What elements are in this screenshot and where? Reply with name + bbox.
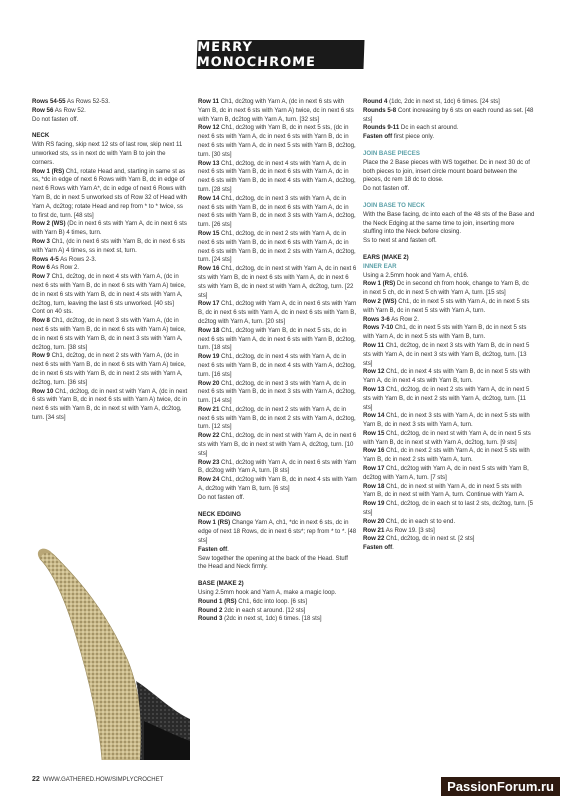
instruction-text: Ch1, 6dc into loop. [6 sts] [236,597,308,605]
instruction-text: Ch1, dc2tog with Yarn A, (dc in next 6 sts with Yarn B, dc in next 6 sts with Yarn A) twice, dc in next 6 sts with Yarn B, dc2tog with Yarn A, turn. [32 sts] [198,98,354,123]
instruction-text: Ch1, dc2tog with Yarn B, dc in next 5 sts, dc in next 6 sts with Yarn A, dc in next 6 sts with Yarn B, dc2tog, turn. [18 sts] [198,326,356,352]
instruction-label: Row 22 [363,535,385,543]
instruction-text: Ss to next st and fasten off. [363,237,437,245]
instruction-text: Ch1, dc in next 5 sts with Yarn A, dc in next 5 sts with Yarn B, dc in next 5 sts with Yarn A, turn. [363,297,530,314]
instruction-paragraph [363,316,535,325]
instruction-paragraph [198,300,358,326]
instruction-paragraph [363,185,535,194]
instruction-label: Row 16 [198,265,220,273]
watermark-logo: PassionForum.ru [441,777,560,796]
instruction-paragraph [198,432,358,458]
instruction-text: With the Base facing, dc into each of the 48 sts of the Base and the Neck Edging at the same time to join, inserting more stuffing into the Neck before closing. [363,210,535,236]
instruction-paragraph [32,141,188,167]
instruction-text: Using a 2.5mm hook and Yarn A, ch16. [363,271,469,279]
instruction-text: As Row 52. [53,106,86,114]
instruction-paragraph [32,352,188,387]
instruction-label: Round 2 [198,606,223,614]
instruction-text: Ch1, rotate Head and, starting in same st as ss, *dc in edge of next 6 Rows with Yarn B, dc in edge of next 6 Rows with Yarn A*, dc in edge of next 6 Rows with Yarn B, dc in next 5 unworked sts of Row 32 of Head with Yarn A, dc2tog; rotate Head and rep from * to * twice, ss to first dc, turn. [48 sts] [32,167,188,219]
instruction-text: Ch1, dc2tog, dc in next st with Yarn A, (dc in next 6 sts with Yarn B, dc in next 6 sts with Yarn A) twice, dc in next 6 sts with Yarn B, dc in next st with Yarn A, dc2tog, turn. [34 sts] [32,387,188,421]
instruction-paragraph [32,107,188,116]
instruction-paragraph [198,380,358,406]
instruction-paragraph [198,589,358,598]
instruction-label: Row 14 [198,194,220,202]
instruction-text: Ch1, dc2tog, dc in next 2 sts with Yarn A, dc in next 6 sts with Yarn B, dc in next 2 sts with Yarn A, dc2tog, turn. [12 sts] [198,405,356,431]
instruction-paragraph [198,476,358,494]
instruction-text: Ch1, dc2tog with Yarn A, dc in next 5 sts with Yarn B, dc2tog with Yarn A, turn. [7 sts] [363,465,529,481]
instruction-text: Ch1, dc in next 2 sts with Yarn A, dc in next 5 sts with Yarn B, dc in next 2 sts with Yarn A, turn. [363,447,530,464]
instruction-text: Ch1, dc in next 3 sts with Yarn A, dc in next 5 sts with Yarn B, dc in next 3 sts with Yarn A, turn. [363,412,530,429]
instruction-paragraph [32,273,188,308]
section-heading: EARS (MAKE 2) [363,253,409,261]
instruction-text: As Row 2. [49,264,80,272]
section-title-banner [196,40,364,69]
instruction-text: Ch1, dc2tog, dc in each st to last 2 sts, dc2tog, turn. [5 sts] [363,500,534,517]
instruction-paragraph [363,272,535,281]
instruction-label: Rounds 5-8 [363,106,397,114]
page-title: MERRY MONOCHROME [196,39,317,70]
instruction-text: Ch1, dc2tog with Yarn A, dc in next 6 sts with Yarn B, dc in next 6 sts with Yarn A, dc in next 6 sts with Yarn B, dc2tog with Yarn A, turn. [20 sts] [198,300,357,325]
instruction-text: Change Yarn A, ch1, *dc in next 6 sts, dc in edge of next 18 Rows, dc in next 6 sts*; rep from * to *. [48 sts] [198,519,357,545]
instruction-paragraph [198,353,358,379]
instruction-text: Ch1, dc2tog, dc in next 3 sts with Yarn A, (dc in next 6 sts with Yarn B, dc in next 6 sts with Yarn A) twice, dc in next 6 sts with Yarn B, dc in next 3 sts with Yarn A, dc2tog, turn. [38 sts] [32,317,186,351]
instruction-paragraph [363,324,535,342]
instruction-label: Row 20 [198,379,220,387]
section-heading: JOIN BASE TO NECK [363,201,425,209]
column-3 [363,98,535,553]
instruction-text: Ch1, dc in each st to end. [384,517,456,525]
instruction-paragraph [198,555,358,573]
instruction-paragraph [363,544,535,553]
instruction-label: Rows 4-5 [32,255,59,263]
instruction-paragraph [32,256,188,265]
crochet-neck-illustration [32,541,190,760]
column-1 [32,98,188,423]
instruction-label: Row 14 [363,412,385,420]
instruction-label: Row 1 (RS) [363,280,396,288]
instruction-text: . [392,544,394,552]
section-heading: JOIN BASE PIECES [363,149,420,157]
instruction-paragraph [32,116,188,125]
instruction-paragraph [363,386,535,412]
instruction-label: Row 1 (RS) [198,519,231,527]
instruction-text: As Rows 52-53. [65,98,110,105]
instruction-text: Ch1, dc2tog, dc in next st with Yarn A, dc in next 6 sts with Yarn B, dc in next 6 sts with Yarn A, dc in next 6 sts with Yarn B, dc in next st with Yarn A, dc2tog, turn. [22 sts] [198,265,357,299]
instruction-label: Row 12 [198,124,220,132]
instruction-text: Sew together the opening at the back of the Head. Stuff the Head and Neck firmly. [198,554,348,571]
column-2 [198,98,358,624]
section-heading: NECK EDGING [198,510,241,518]
instruction-text: Ch1, dc in next 4 sts with Yarn B, dc in next 5 sts with Yarn A, dc in next 4 sts with Yarn B, turn. [363,368,531,385]
instruction-label: Fasten off [363,133,393,141]
instruction-label: Row 15 [363,429,385,437]
instruction-text: Ch1, dc2tog, dc in next 3 sts with Yarn A, dc in next 6 sts with Yarn B, dc in next 3 sts with Yarn A, dc2tog, turn. [14 sts] [198,379,356,405]
instruction-paragraph [363,430,535,448]
paragraph-gap [363,246,535,254]
instruction-paragraph [363,211,535,237]
paragraph-gap [32,124,188,132]
instruction-paragraph [32,168,188,221]
instruction-label: Row 12 [363,368,385,376]
instruction-label: Round 4 [363,98,388,105]
instruction-text: Cont increasing by 6 sts on each round as set. [48 sts] [363,106,534,123]
page-number: 22 [32,776,40,783]
instruction-text: Ch1, dc2tog, dc in next 2 sts with Yarn A, dc in next 6 sts with Yarn B, dc in next 6 sts with Yarn A, dc in next 6 sts with Yarn B, dc in next 2 sts with Yarn A, dc2tog, turn. [24 sts] [198,229,356,264]
instruction-label: Row 16 [363,447,385,455]
instruction-label: Round 1 (RS) [198,597,237,605]
instruction-text: Ch1, dc2tog, dc in next 4 sts with Yarn A, dc in next 6 sts with Yarn B, dc in next 4 sts with Yarn A, dc2tog, turn. [16 sts] [198,353,356,378]
instruction-label: Row 23 [198,458,220,466]
instruction-text: As Rows 2-3. [58,255,97,263]
instruction-label: Row 18 [198,326,220,334]
instruction-text: Ch1, dc2tog with Yarn B, dc in next 4 sts with Yarn A, dc2tog with Yarn B, turn. [6 sts] [198,476,357,493]
instruction-label: Round 3 [198,615,223,623]
instruction-text: With RS facing, skip next 12 sts of last row, skip next 11 unworked sts, ss in next dc with Yarn B to join the corners. [32,141,183,166]
instruction-text: As Row 2. [389,315,419,323]
instruction-label: Row 19 [198,353,220,361]
instruction-label: Rows 7-10 [363,324,394,332]
instruction-paragraph [363,107,535,125]
instruction-paragraph [363,237,535,246]
section-heading: BASE (MAKE 2) [198,580,244,588]
instruction-paragraph [32,264,188,273]
instruction-label: Row 10 [32,387,54,395]
instruction-label: Row 15 [198,229,220,237]
instruction-text: Ch1, dc2tog, dc in next 3 sts with Yarn B, dc in next 5 sts with Yarn A, dc in next 3 sts with Yarn B, dc2tog, turn. [13 sts] [363,341,530,367]
instruction-text: As Row 19. [3 sts] [384,526,435,534]
instruction-text: Dc in each st around. [399,124,459,132]
instruction-text: Using 2.5mm hook and Yarn A, make a magic loop. [198,589,337,597]
instruction-label: Row 21 [363,526,385,534]
instruction-paragraph [363,500,535,518]
instruction-label: Row 24 [198,476,220,484]
instruction-paragraph [363,518,535,527]
instruction-paragraph [363,98,535,107]
instruction-label: Row 11 [363,341,384,349]
instruction-text: Cont on 40 sts. [32,308,73,316]
page-footer [32,776,163,783]
instruction-label: Row 6 [32,264,50,272]
instruction-text: (Dc in next 6 sts with Yarn A, dc in next 6 sts with Yarn B) 4 times, turn. [32,220,187,237]
instruction-text: Ch1, dc2tog, dc in next 4 sts with Yarn A, (dc in next 6 sts with Yarn B, dc in next 6 sts with Yarn A) twice, dc in next 6 sts with Yarn B, dc in next 4 sts with Yarn A, dc2tog, turn, leaving the last 6 sts unworked. [40 sts] [32,273,186,307]
instruction-label: Rows 3-6 [363,315,390,323]
instruction-text: first piece only. [392,133,435,141]
instruction-paragraph [32,308,188,317]
instruction-text: Place the 2 Base pieces with WS together. Dc in next 30 dc of both pieces to join, insert circle mount board between the pieces, dc rem 18 dc to close. [363,158,530,184]
crochet-horse-neck-photo [32,541,190,760]
instruction-paragraph [198,230,358,265]
instruction-paragraph [198,519,358,545]
instruction-paragraph [198,598,358,607]
instruction-paragraph [363,298,535,316]
instruction-label: Row 3 [32,237,50,245]
instruction-paragraph [198,615,358,624]
instruction-paragraph [198,265,358,300]
instruction-text: Ch1, dc2tog, dc in next st with Yarn A, dc in next 6 sts with Yarn B, dc in next st with Yarn A, dc2tog, turn. [10 sts] [198,432,357,457]
instruction-text: (1dc, 2dc in next st, 1dc) 6 times. [24 sts] [387,98,500,105]
instruction-paragraph [32,388,188,423]
instruction-label: Fasten off [363,544,393,552]
instruction-paragraph [363,133,535,142]
instruction-paragraph [198,160,358,195]
instruction-text: Ch1, dc2tog, dc in next st with Yarn A, dc in next 5 sts with Yarn B, dc in next st with Yarn A, dc2tog, turn. [9 sts] [363,429,531,446]
instruction-label: Row 9 [32,352,50,360]
instruction-text: 2dc in each st around. [12 sts] [222,606,306,614]
instruction-paragraph [363,535,535,544]
instruction-label: Row 13 [363,385,385,393]
instruction-label: Row 19 [363,500,385,508]
instruction-label: Row 21 [198,405,220,413]
instruction-paragraph [363,412,535,430]
paragraph-gap [198,572,358,580]
instruction-label: Rounds 9-11 [363,124,400,132]
instruction-label: Row 18 [363,482,385,490]
instruction-text: Do not fasten off. [198,493,245,501]
instruction-paragraph [32,238,188,256]
instruction-text: Dc in second ch from hook, change to Yarn B, dc in next 5 ch, dc in next 5 ch with Yarn A, turn. [15 sts] [363,280,529,297]
instruction-text: Ch1, dc in next 5 sts with Yarn B, dc in next 5 sts with Yarn A, dc in next 5 sts with Yarn B, turn. [363,324,527,341]
instruction-label: Fasten off [198,545,228,553]
instruction-label: Row 2 (WS) [32,220,66,228]
instruction-text: . [227,545,229,553]
instruction-text: (2dc in next st, 1dc) 6 times. [18 sts] [222,615,322,623]
instruction-label: Row 13 [198,159,220,167]
instruction-paragraph [198,459,358,477]
instruction-paragraph [363,342,535,368]
instruction-label: Row 8 [32,317,50,325]
instruction-text: Ch1, dc2tog, dc in next 4 sts with Yarn A, dc in next 6 sts with Yarn B, dc in next 6 sts with Yarn A, dc in next 6 sts with Yarn B, dc in next 4 sts with Yarn A, dc2tog, turn. [28 sts] [198,159,356,193]
instruction-paragraph [363,368,535,386]
instruction-label: Rows 54-55 [32,98,66,105]
instruction-paragraph [198,546,358,555]
instruction-label: Row 22 [198,432,220,440]
instruction-text: Ch1, dc2tog, dc in next 2 sts with Yarn A, (dc in next 6 sts with Yarn B, dc in next 6 sts with Yarn A) twice, dc in next 6 sts with Yarn B, dc in next 2 sts with Yarn A, dc2tog, turn. [36 sts] [32,352,186,386]
instruction-paragraph [198,98,358,124]
instruction-paragraph [32,220,188,238]
instruction-paragraph [198,124,358,159]
footer-url: WWW.GATHERED.HOW/SIMPLYCROCHET [42,777,164,783]
instruction-label: Row 1 (RS) [32,167,65,175]
instruction-text: Ch1, dc2tog, dc in next 2 sts with Yarn A, dc in next 5 sts with Yarn B, dc in next 2 sts with Yarn A, dc2tog, turn. [11 sts] [363,385,530,411]
instruction-text: Ch1, dc in next st with Yarn A, dc in next 5 sts with Yarn B, dc in next st with Yarn A, turn. Continue with Yarn A. [363,482,525,499]
paragraph-gap [363,194,535,202]
paragraph-gap [363,142,535,150]
paragraph-gap [198,503,358,511]
instruction-paragraph [198,406,358,432]
instruction-paragraph [363,447,535,465]
instruction-paragraph [363,527,535,536]
instruction-label: Row 17 [198,300,220,308]
instruction-text: Do not fasten off. [32,115,79,123]
instruction-label: Row 11 [198,98,219,105]
instruction-paragraph [363,483,535,501]
instruction-text: Ch1, dc2tog, dc in next st. [2 sts] [384,535,475,543]
instruction-paragraph [363,124,535,133]
instruction-paragraph [32,317,188,352]
section-heading: INNER EAR [363,262,397,270]
instruction-label: Row 2 (WS) [363,297,397,305]
instruction-paragraph [32,98,188,107]
section-heading: NECK [32,132,50,140]
instruction-paragraph [198,195,358,230]
instruction-paragraph [363,159,535,185]
instruction-text: Ch1, dc2tog, dc in next 3 sts with Yarn A, dc in next 6 sts with Yarn B, dc in next 6 sts with Yarn A, dc in next 6 sts with Yarn B, dc in next 3 sts with Yarn A, dc2tog, turn. [26 sts] [198,194,356,229]
instruction-paragraph [363,465,535,483]
instruction-paragraph [198,494,358,503]
instruction-label: Row 17 [363,465,385,473]
instruction-label: Row 7 [32,273,50,281]
instruction-text: Ch1, (dc in next 6 sts with Yarn B, dc in next 6 sts with Yarn A) 4 times, ss in next st, turn. [32,237,186,254]
instruction-text: Ch1, dc2tog with Yarn B, dc in next 5 sts, (dc in next 6 sts with Yarn A, dc in next 6 sts with Yarn B, dc in next 6 sts with Yarn A, dc in next 5 sts with Yarn B, dc2tog, turn. [30 sts] [198,124,356,158]
instruction-label: Row 20 [363,517,385,525]
instruction-text: Ch1, dc2tog with Yarn A, dc in next 6 sts with Yarn B, dc2tog with Yarn A, turn. [8 sts] [198,458,357,475]
instruction-paragraph [198,607,358,616]
instruction-paragraph [363,280,535,298]
instruction-label: Row 56 [32,106,54,114]
instruction-paragraph [198,327,358,353]
instruction-text: Do not fasten off. [363,185,410,193]
